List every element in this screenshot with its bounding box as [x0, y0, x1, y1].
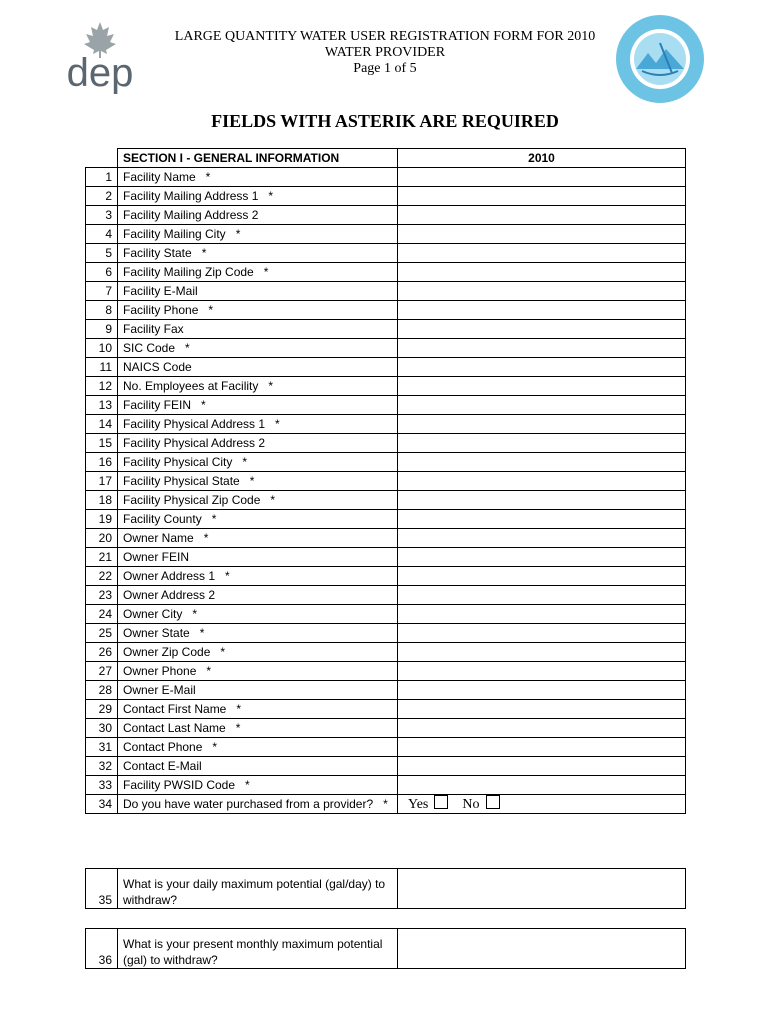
- row-number: 5: [86, 244, 118, 263]
- field-label: Facility Physical State *: [118, 472, 398, 491]
- form-row: [86, 434, 686, 453]
- value-field[interactable]: [398, 415, 686, 434]
- field-label: Owner Name *: [118, 529, 398, 548]
- department-seal: [614, 13, 706, 105]
- field-label: Contact Last Name *: [118, 719, 398, 738]
- row-number: 12: [86, 377, 118, 396]
- answer-field[interactable]: [398, 929, 686, 969]
- form-row: [86, 605, 686, 624]
- row-number: 19: [86, 510, 118, 529]
- value-field[interactable]: [398, 434, 686, 453]
- value-field[interactable]: [398, 624, 686, 643]
- row-number: 8: [86, 301, 118, 320]
- value-field[interactable]: [398, 548, 686, 567]
- form-row: [86, 738, 686, 757]
- field-label: Facility PWSID Code *: [118, 776, 398, 795]
- row-number: 17: [86, 472, 118, 491]
- row-number: 24: [86, 605, 118, 624]
- page-number: Page 1 of 5: [353, 61, 417, 76]
- form-row: [86, 776, 686, 795]
- field-label: Do you have water purchased from a provider? *: [118, 795, 398, 814]
- form-row: [86, 795, 686, 814]
- form-row: [86, 624, 686, 643]
- answer-field[interactable]: [398, 869, 686, 909]
- field-label: Contact First Name *: [118, 700, 398, 719]
- form-row: [86, 453, 686, 472]
- value-field[interactable]: [398, 206, 686, 225]
- value-field[interactable]: [398, 225, 686, 244]
- value-field[interactable]: [398, 510, 686, 529]
- field-label: Facility Phone *: [118, 301, 398, 320]
- row-number: 22: [86, 567, 118, 586]
- year-column-header: 2010: [398, 149, 686, 168]
- row-number: 29: [86, 700, 118, 719]
- row-number: 10: [86, 339, 118, 358]
- section-title: SECTION I - GENERAL INFORMATION: [118, 149, 398, 168]
- row-number: 18: [86, 491, 118, 510]
- value-field[interactable]: [398, 339, 686, 358]
- question-35-table: [85, 868, 686, 909]
- field-label: Facility E-Mail: [118, 282, 398, 301]
- field-label: Owner Address 1 *: [118, 567, 398, 586]
- form-row: [86, 301, 686, 320]
- row-number: 11: [86, 358, 118, 377]
- row-number: 3: [86, 206, 118, 225]
- field-label: Facility County *: [118, 510, 398, 529]
- form-row: [86, 187, 686, 206]
- value-field[interactable]: [398, 377, 686, 396]
- field-label: Owner E-Mail: [118, 681, 398, 700]
- value-field[interactable]: [398, 453, 686, 472]
- row-number: 9: [86, 320, 118, 339]
- value-field[interactable]: [398, 282, 686, 301]
- form-row: [86, 700, 686, 719]
- field-label: Facility Mailing Zip Code *: [118, 263, 398, 282]
- field-label: Owner State *: [118, 624, 398, 643]
- field-label: NAICS Code: [118, 358, 398, 377]
- field-label: Contact E-Mail: [118, 757, 398, 776]
- field-label: Owner FEIN: [118, 548, 398, 567]
- value-field[interactable]: [398, 643, 686, 662]
- yes-checkbox[interactable]: [434, 795, 448, 809]
- row-number: 31: [86, 738, 118, 757]
- question-row: [86, 929, 686, 969]
- form-row: [86, 206, 686, 225]
- field-label: Facility FEIN *: [118, 396, 398, 415]
- row-number: 2: [86, 187, 118, 206]
- value-field[interactable]: [398, 187, 686, 206]
- row-number: 26: [86, 643, 118, 662]
- section-header-row: [86, 149, 686, 168]
- field-label: Facility Physical Address 2: [118, 434, 398, 453]
- form-row: [86, 681, 686, 700]
- question-36-table: [85, 928, 686, 969]
- field-label: Owner Zip Code *: [118, 643, 398, 662]
- row-number: 33: [86, 776, 118, 795]
- purchased-water-choice: [398, 795, 686, 814]
- row-number: 28: [86, 681, 118, 700]
- field-label: Facility Mailing Address 1 *: [118, 187, 398, 206]
- row-number: 34: [86, 795, 118, 814]
- required-fields-notice: FIELDS WITH ASTERIK ARE REQUIRED: [211, 111, 559, 131]
- row-number: 27: [86, 662, 118, 681]
- field-label: Facility Name *: [118, 168, 398, 187]
- field-label: No. Employees at Facility *: [118, 377, 398, 396]
- row-number: 25: [86, 624, 118, 643]
- row-number: 36: [86, 929, 118, 969]
- no-checkbox[interactable]: [486, 795, 500, 809]
- form-row: [86, 396, 686, 415]
- form-row: [86, 529, 686, 548]
- form-row: [86, 757, 686, 776]
- form-row: [86, 339, 686, 358]
- value-field[interactable]: [398, 586, 686, 605]
- row-number: 20: [86, 529, 118, 548]
- form-row: [86, 415, 686, 434]
- form-row: [86, 662, 686, 681]
- value-field[interactable]: [398, 681, 686, 700]
- question-row: [86, 869, 686, 909]
- value-field[interactable]: [398, 662, 686, 681]
- field-label: Owner City *: [118, 605, 398, 624]
- field-label: Facility Mailing City *: [118, 225, 398, 244]
- row-number: 21: [86, 548, 118, 567]
- row-number: 6: [86, 263, 118, 282]
- value-field[interactable]: [398, 263, 686, 282]
- field-label: Owner Phone *: [118, 662, 398, 681]
- value-field[interactable]: [398, 700, 686, 719]
- field-label: Contact Phone *: [118, 738, 398, 757]
- row-number: 13: [86, 396, 118, 415]
- row-number: 16: [86, 453, 118, 472]
- form-row: [86, 225, 686, 244]
- row-number: 1: [86, 168, 118, 187]
- form-row: [86, 719, 686, 738]
- form-row: [86, 320, 686, 339]
- value-field[interactable]: [398, 605, 686, 624]
- field-label: Facility Physical Zip Code *: [118, 491, 398, 510]
- no-label: No: [462, 797, 480, 812]
- form-row: [86, 282, 686, 301]
- row-number: 14: [86, 415, 118, 434]
- form-row: [86, 377, 686, 396]
- question-text: What is your present monthly maximum potential (gal) to withdraw?: [118, 929, 398, 969]
- dep-logo: [54, 18, 146, 94]
- form-row: [86, 263, 686, 282]
- form-title: LARGE QUANTITY WATER USER REGISTRATION FORM FOR 2010: [174, 29, 596, 44]
- row-number: 35: [86, 869, 118, 909]
- value-field[interactable]: [398, 301, 686, 320]
- value-field[interactable]: [398, 567, 686, 586]
- row-number: 4: [86, 225, 118, 244]
- value-field[interactable]: [398, 776, 686, 795]
- svg-text:dep: dep: [66, 51, 134, 94]
- value-field[interactable]: [398, 529, 686, 548]
- row-number: 30: [86, 719, 118, 738]
- yes-label: Yes: [408, 797, 429, 812]
- form-row: [86, 491, 686, 510]
- value-field[interactable]: [398, 491, 686, 510]
- value-field[interactable]: [398, 738, 686, 757]
- value-field[interactable]: [398, 719, 686, 738]
- value-field[interactable]: [398, 244, 686, 263]
- field-label: Facility State *: [118, 244, 398, 263]
- field-label: Facility Physical City *: [118, 453, 398, 472]
- value-field[interactable]: [398, 757, 686, 776]
- value-field[interactable]: [398, 396, 686, 415]
- form-row: [86, 586, 686, 605]
- form-row: [86, 244, 686, 263]
- form-row: [86, 567, 686, 586]
- field-label: Facility Fax: [118, 320, 398, 339]
- field-label: Facility Mailing Address 2: [118, 206, 398, 225]
- value-field[interactable]: [398, 168, 686, 187]
- row-number: 32: [86, 757, 118, 776]
- form-row: [86, 472, 686, 491]
- form-row: [86, 358, 686, 377]
- value-field[interactable]: [398, 472, 686, 491]
- field-label: Owner Address 2: [118, 586, 398, 605]
- form-row: [86, 510, 686, 529]
- value-field[interactable]: [398, 320, 686, 339]
- row-number: 15: [86, 434, 118, 453]
- general-information-table: [85, 148, 686, 814]
- field-label: SIC Code *: [118, 339, 398, 358]
- form-subtitle: WATER PROVIDER: [324, 45, 446, 60]
- form-row: [86, 548, 686, 567]
- form-row: [86, 643, 686, 662]
- question-text: What is your daily maximum potential (gal/day) to withdraw?: [118, 869, 398, 909]
- field-label: Facility Physical Address 1 *: [118, 415, 398, 434]
- form-row: [86, 168, 686, 187]
- row-number: 23: [86, 586, 118, 605]
- row-number: 7: [86, 282, 118, 301]
- value-field[interactable]: [398, 358, 686, 377]
